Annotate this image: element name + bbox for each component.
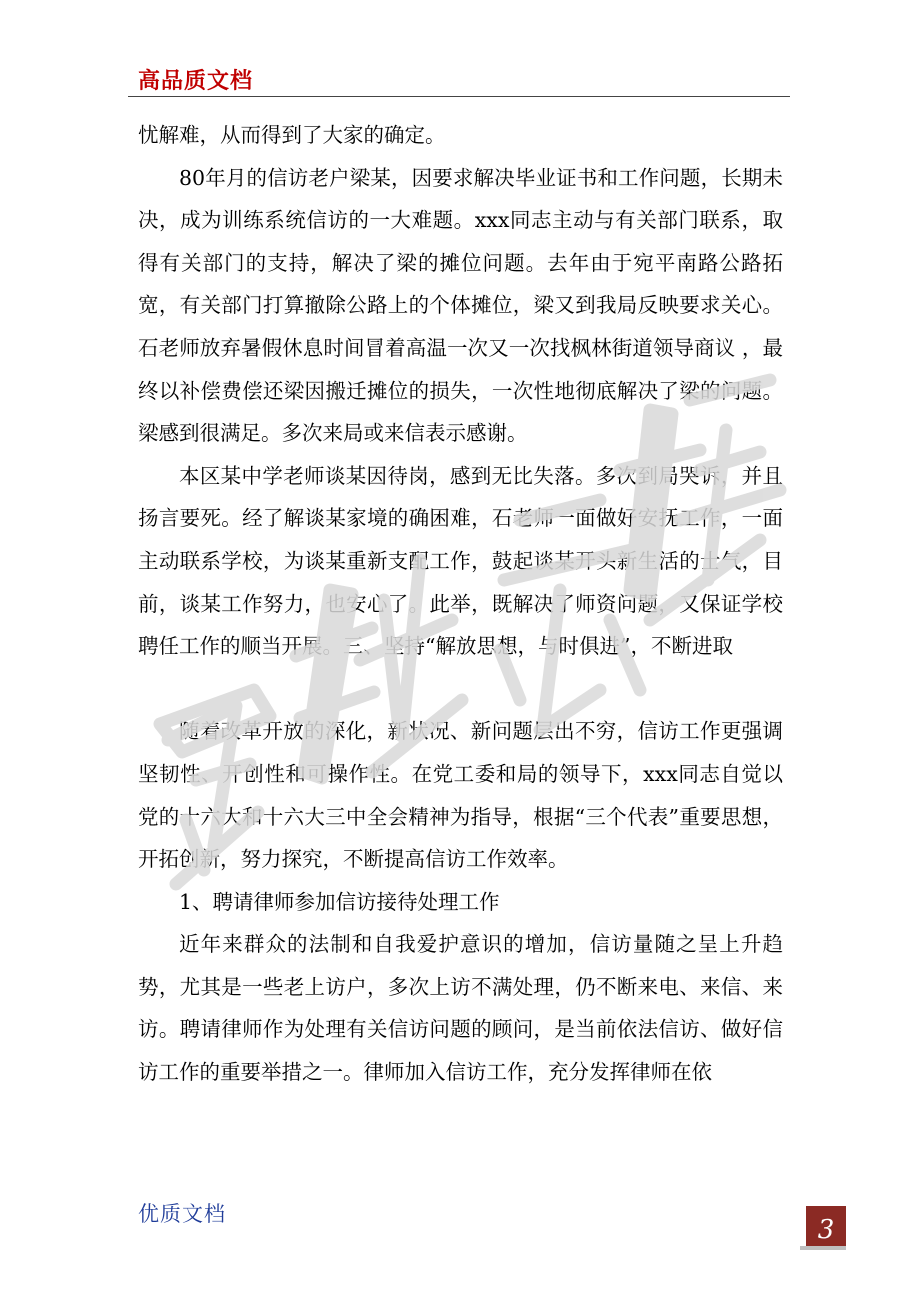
paragraph: 80年月的信访老户梁某，因要求解决毕业证书和工作问题，长期未决，成为训练系统信访的一大难题。xxx同志主动与有关部门联系，取得有关部门的支持，解决了梁的摊位问题。去年由于宛平南路公路拓宽，有关部门打算撤除公路上的个体摊位，梁又到我局反映要求关心。石老师放弃暑假休息时间冒着高温一次又一次找枫林街道领导商议 ，最终以补偿费偿还梁因搬迁摊位的损失，一次性地彻底解决了梁的问题。梁感到很满足。多次来局或来信表示感谢。 [138,165,783,446]
paragraph: 近年来群众的法制和自我爱护意识的增加，信访量随之呈上升趋势，尤其是一些老上访户，多次上访不满处理，仍不断来电、来信、来访。聘请律师作为处理有关信访问题的顾问，是当前依法信访、做好信访工作的重要举措之一。律师加入信访工作，充分发挥律师在依 [138,932,783,1085]
page-number-badge: 3 [806,1206,846,1246]
blank-line [138,668,783,711]
paragraph-continuation: 忧解难，从而得到了大家的确定。 [138,123,446,147]
paragraph: 本区某中学老师谈某因待岗，感到无比失落。多次到局哭诉，并且扬言要死。经了解谈某家境的确困难，石老师一面做好安抚工作，一面主动联系学校，为谈某重新支配工作，鼓起谈某开头新生活的士气，目前，谈某工作努力，也安心了。此举，既解决了师资问题，又保证学校聘任工作的顺当开展。三、坚持“解放思想，与时俱进”，不断进取 [138,463,783,659]
page-badge-shadow [800,1246,846,1250]
document-body [138,114,783,1094]
section-heading: 1、聘请律师参加信访接待处理工作 [179,889,500,914]
header-title: 高品质文档 [138,69,254,94]
header-divider [128,96,790,97]
footer-title: 优质文档 [138,1202,226,1226]
paragraph: 随着改革开放的深化，新状况、新问题层出不穷，信访工作更强调坚韧性、开创性和可操作性。在党工委和局的领导下，xxx同志自觉以党的十六大和十六大三中全会精神为指导，根据“三个代表”重要思想，开拓创新，努力探究，不断提高信访工作效率。 [138,719,783,872]
